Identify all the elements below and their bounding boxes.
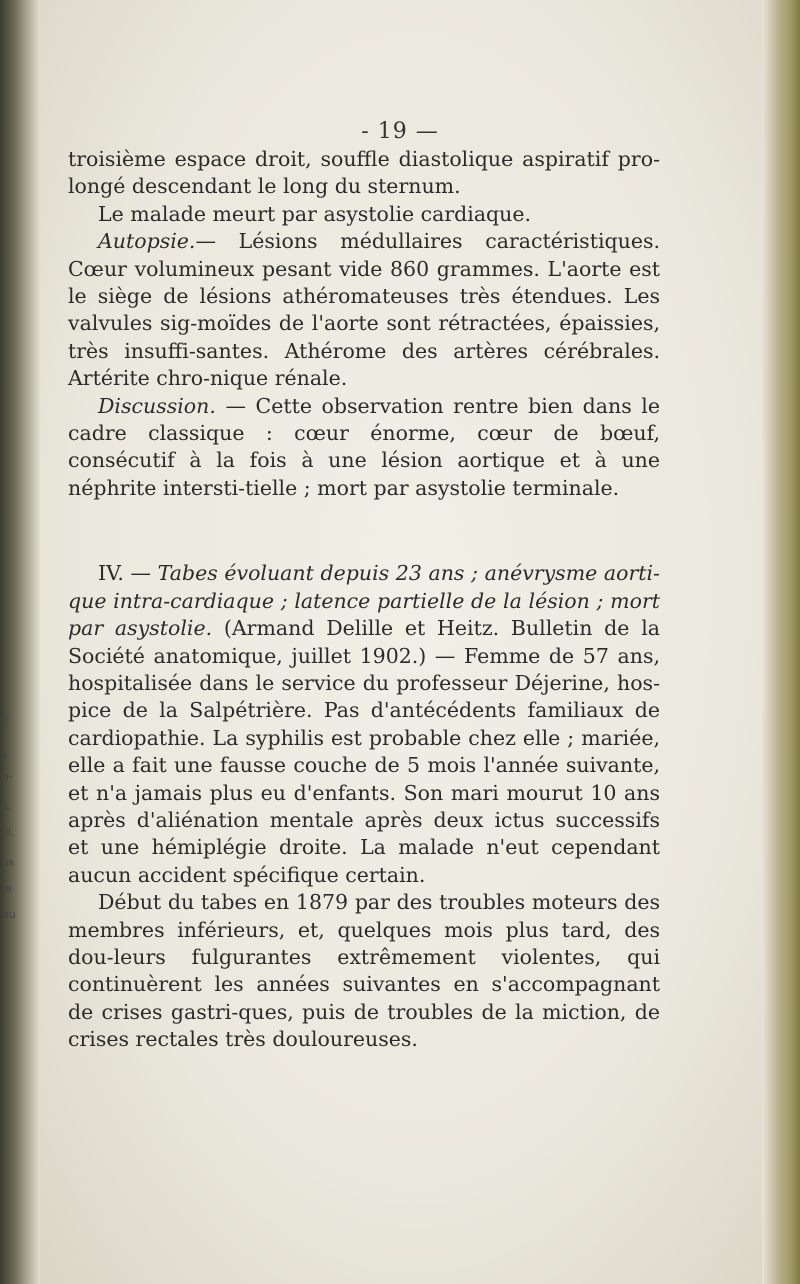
- margin-fragment: au: [2, 908, 16, 921]
- observation-number: IV. —: [98, 561, 151, 586]
- margin-fragment: e: [2, 712, 9, 725]
- page-number: - 19 —: [361, 119, 439, 144]
- section-label: Discussion.: [98, 393, 216, 418]
- page-edge: [762, 0, 800, 1284]
- margin-fragment: s: [2, 748, 8, 761]
- margin-fragment: os: [2, 856, 15, 869]
- paragraph: troisième espace droit, souffle diastolique aspiratif pro-longé descendant le long du sternum.: [68, 147, 660, 199]
- paragraph: Début du tabes en 1879 par des troubles moteurs des membres inférieurs, et, quelques mois plus tard, des dou-leurs fulgurantes extrêmement violentes, qui continuèrent les années suivantes en s'accompagnant de crises gastri-ques, puis de troubles de la miction, de crises rectales très douloureuses.: [68, 890, 660, 1052]
- margin-fragment: ill.: [2, 826, 15, 839]
- paragraph-discussion: Discussion. — Cette observation rentre bien dans le cadre classique : cœur énorme, cœur de bœuf, consécutif à la fois à une lésion aortique et à une néphrite intersti-tielle ; mort par asystolie terminale.: [68, 393, 660, 500]
- margin-fragment: le: [2, 882, 12, 895]
- section-label: Autopsie.: [98, 229, 196, 254]
- book-spine-shadow: [0, 0, 40, 1284]
- paragraph-autopsie: Autopsie.— Lésions médullaires caractéristiques. Cœur volumineux pesant vide 860 grammes. L'aorte est le siège de lésions athéromateuses très étendues. Les valvules sig-moïdes de l'aorte sont rétractées, épaissies, très insuffi-santes. Athérome des artères cérébrales. Artérite chro-nique rénale.: [68, 229, 660, 391]
- paragraph: Le malade meurt par asystolie cardiaque.: [98, 201, 532, 226]
- margin-fragment: s.: [2, 800, 12, 813]
- paragraph-observation-iv: IV. — Tabes évoluant depuis 23 ans ; anévrysme aorti-que intra-cardiaque ; latence partielle de la lésion ; mort par asystolie. (Armand Delille et Heitz. Bulletin de la Société anatomique, juillet 1902.) — Femme de 57 ans, hospitalisée dans le service du professeur Déjerine, hos-pice de la Salpétrière. Pas d'antécédents familiaux de cardiopathie. La syphilis est probable chez elle ; mariée, elle a fait une fausse couche de 5 mois l'année suivante, et n'a jamais plus eu d'enfants. Son mari mourut 10 ans après d'aliénation mentale après deux ictus successifs et une hémiplégie droite. La malade n'eut cependant aucun accident spécifique certain.: [68, 561, 660, 887]
- observation-title: Tabes évoluant depuis 23 ans ; anévrysme aorti-que intra-cardiaque ; latence partielle de la lésion ; mort par asystolie.: [68, 561, 660, 641]
- section-gap: [68, 502, 660, 560]
- margin-fragment: o-: [2, 770, 13, 783]
- body-text: [68, 146, 660, 1054]
